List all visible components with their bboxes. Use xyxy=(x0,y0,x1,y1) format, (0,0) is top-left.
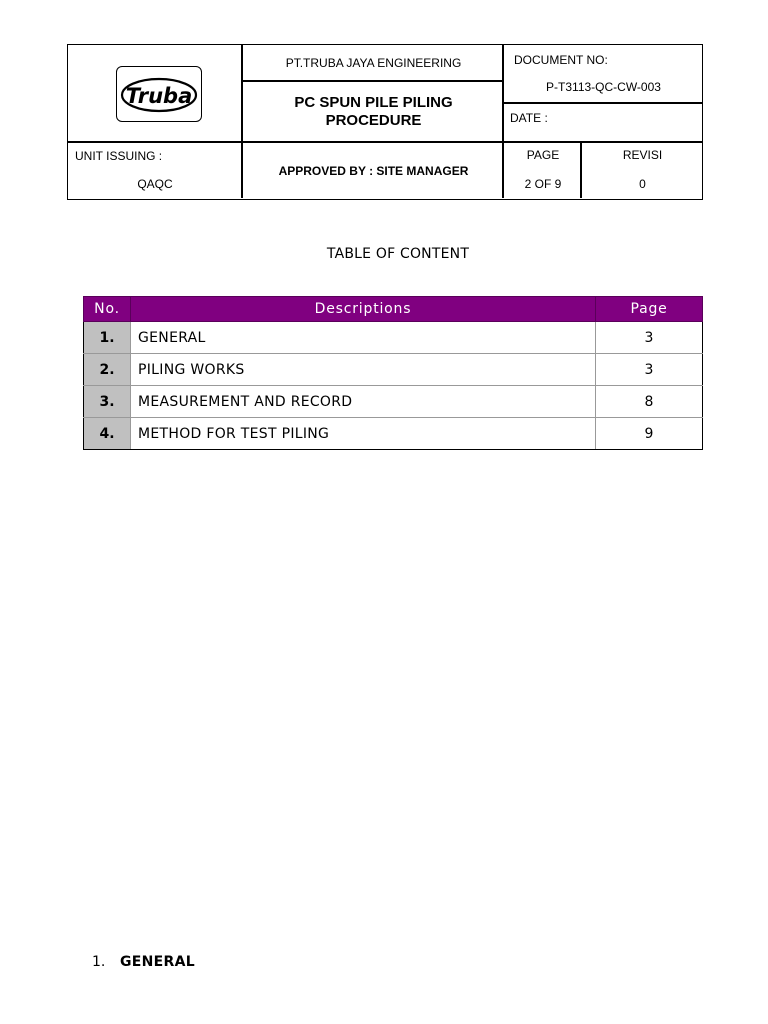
approved-by: APPROVED BY : SITE MANAGER xyxy=(278,164,469,178)
column-header-page: Page xyxy=(596,297,703,322)
row-description: MEASUREMENT AND RECORD xyxy=(131,386,596,418)
company-logo xyxy=(116,66,202,122)
revisi-value: 0 xyxy=(639,177,646,191)
company-name: PT.TRUBA JAYA ENGINEERING xyxy=(285,56,462,70)
section-title: GENERAL xyxy=(120,954,195,970)
table-row xyxy=(84,418,703,450)
column-header-no: No. xyxy=(84,297,131,322)
row-number: 3. xyxy=(84,386,131,418)
unit-issuing-value: QAQC xyxy=(137,177,173,191)
date-label: DATE : xyxy=(510,111,548,125)
document-title-line1: PC SPUN PILE PILING xyxy=(294,94,453,111)
row-number: 4. xyxy=(84,418,131,450)
document-number-label: DOCUMENT NO: xyxy=(514,53,608,67)
table-row xyxy=(84,322,703,354)
table-row xyxy=(84,386,703,418)
section-number: 1. xyxy=(92,954,106,970)
row-description: METHOD FOR TEST PILING xyxy=(131,418,596,450)
unit-issuing-label: UNIT ISSUING : xyxy=(75,149,163,163)
row-number: 2. xyxy=(84,354,131,386)
svg-text:Truba: Truba xyxy=(125,84,193,108)
row-page: 8 xyxy=(596,386,703,418)
page-label: PAGE xyxy=(526,148,560,162)
toc-table xyxy=(83,296,703,450)
row-number: 1. xyxy=(84,322,131,354)
row-description: PILING WORKS xyxy=(131,354,596,386)
toc-header-row xyxy=(84,297,703,322)
document-number-value: P-T3113-QC-CW-003 xyxy=(546,80,661,94)
row-page: 9 xyxy=(596,418,703,450)
table-row xyxy=(84,354,703,386)
row-page: 3 xyxy=(596,322,703,354)
revisi-label: REVISI xyxy=(622,148,663,162)
document-header xyxy=(67,44,703,200)
column-header-descriptions: Descriptions xyxy=(131,297,596,322)
truba-logo-icon xyxy=(117,67,203,123)
document-title xyxy=(243,82,504,142)
row-description: GENERAL xyxy=(131,322,596,354)
toc-heading: TABLE OF CONTENT xyxy=(326,246,470,262)
row-page: 3 xyxy=(596,354,703,386)
page-value: 2 OF 9 xyxy=(524,177,562,191)
section-heading-general xyxy=(92,954,195,970)
document-title-line2: PROCEDURE xyxy=(325,112,422,129)
